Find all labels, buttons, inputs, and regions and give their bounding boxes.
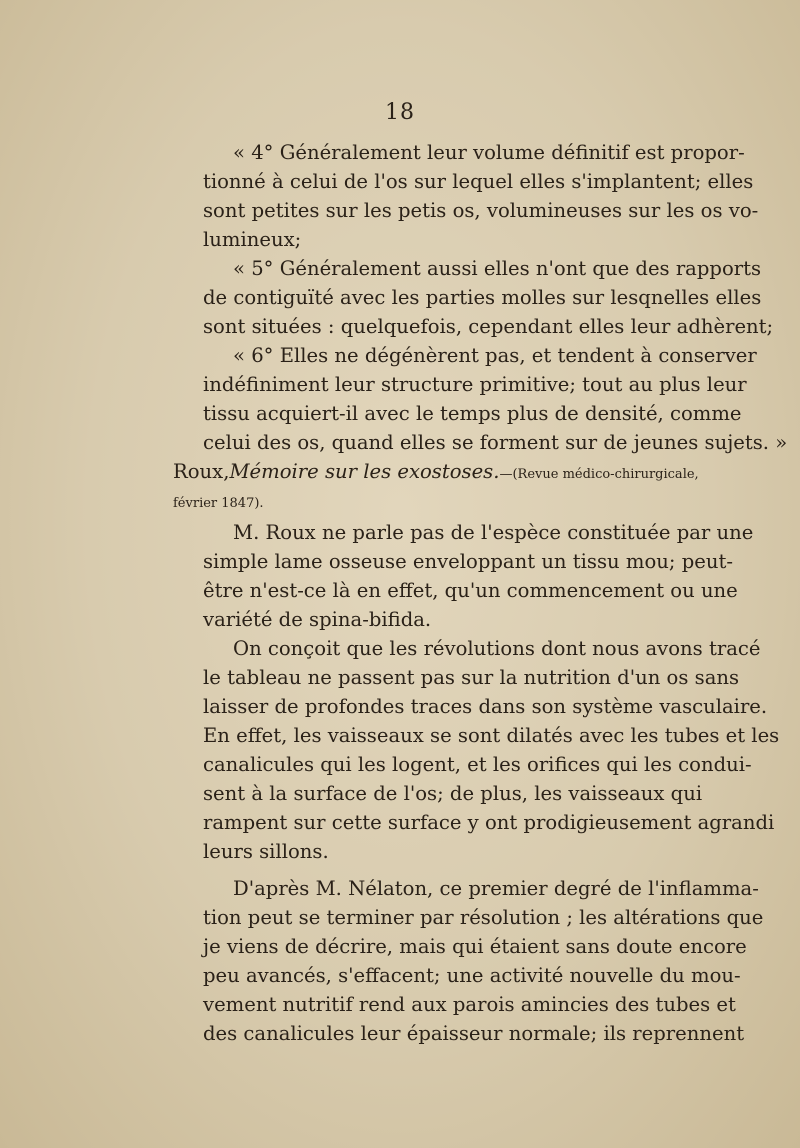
citation-title: Mémoire sur les exostoses. — [229, 460, 500, 483]
text-line: celui des os, quand elles se forment sur de jeunes sujets. » — [203, 431, 788, 454]
text-line: « 6° Elles ne dégénèrent pas, et tendent à conserver — [233, 344, 757, 367]
text-line: être n'est-ce là en effet, qu'un commencement ou une — [203, 579, 738, 602]
text-line: de contiguïté avec les parties molles sur lesqnelles elles — [203, 286, 762, 309]
text-line: tissu acquiert-il avec le temps plus de densité, comme — [203, 402, 742, 425]
text-line: vement nutritif rend aux parois amincies des tubes et — [203, 993, 736, 1016]
text-line: En effet, les vaisseaux se sont dilatés avec les tubes et les — [203, 724, 780, 747]
text-line: variété de spina-bifida. — [203, 608, 432, 631]
text-line: rampent sur cette surface y ont prodigieusement agrandi — [203, 811, 775, 834]
citation-line — [173, 457, 699, 489]
text-line: On conçoit que les révolutions dont nous avons tracé — [233, 637, 761, 660]
text-line: D'après M. Nélaton, ce premier degré de l'inflamma- — [233, 877, 759, 900]
text-line: sent à la surface de l'os; de plus, les vaisseaux qui — [203, 782, 703, 805]
paragraph-2 — [173, 254, 774, 341]
paragraph-5 — [173, 634, 780, 866]
paragraph-4 — [173, 518, 754, 634]
text-line: des canalicules leur épaisseur normale; ils reprennent — [203, 1022, 745, 1045]
text-line: je viens de décrire, mais qui étaient sans doute encore — [203, 935, 747, 958]
text-line: simple lame osseuse enveloppant un tissu mou; peut- — [203, 550, 733, 573]
text-line: « 5° Généralement aussi elles n'ont que des rapports — [233, 257, 762, 280]
text-line: indéfiniment leur structure primitive; tout au plus leur — [203, 373, 747, 396]
text-line: laisser de profondes traces dans son système vasculaire. — [203, 695, 768, 718]
text-line: lumineux; — [203, 228, 302, 251]
text-line: tion peut se terminer par résolution ; les altérations que — [203, 906, 764, 929]
paragraph-3 — [173, 341, 788, 457]
body-text — [173, 138, 788, 1048]
citation-date: février 1847). — [173, 496, 264, 511]
text-line: sont situées : quelquefois, cependant elles leur adhèrent; — [203, 315, 774, 338]
paragraph-6 — [173, 874, 764, 1048]
paragraph-gap — [173, 866, 693, 874]
text-line: tionné à celui de l'os sur lequel elles s'implantent; elles — [203, 170, 754, 193]
citation — [173, 457, 699, 518]
text-line: sont petites sur les petis os, volumineuses sur les os vo- — [203, 199, 759, 222]
text-line: le tableau ne passent pas sur la nutrition d'un os sans — [203, 666, 740, 689]
text-line: canalicules qui les logent, et les orifices qui les condui- — [203, 753, 752, 776]
text-line: leurs sillons. — [203, 840, 329, 863]
page-number: 18 — [385, 100, 415, 125]
citation-source: —(Revue médico-chirurgicale, — [499, 467, 699, 482]
citation-author: Roux, — [173, 460, 230, 483]
text-line: « 4° Généralement leur volume définitif est propor- — [233, 141, 745, 164]
paragraph-1 — [173, 138, 759, 254]
text-line: peu avancés, s'effacent; une activité nouvelle du mou- — [203, 964, 741, 987]
text-line: M. Roux ne parle pas de l'espèce constituée par une — [233, 521, 754, 544]
